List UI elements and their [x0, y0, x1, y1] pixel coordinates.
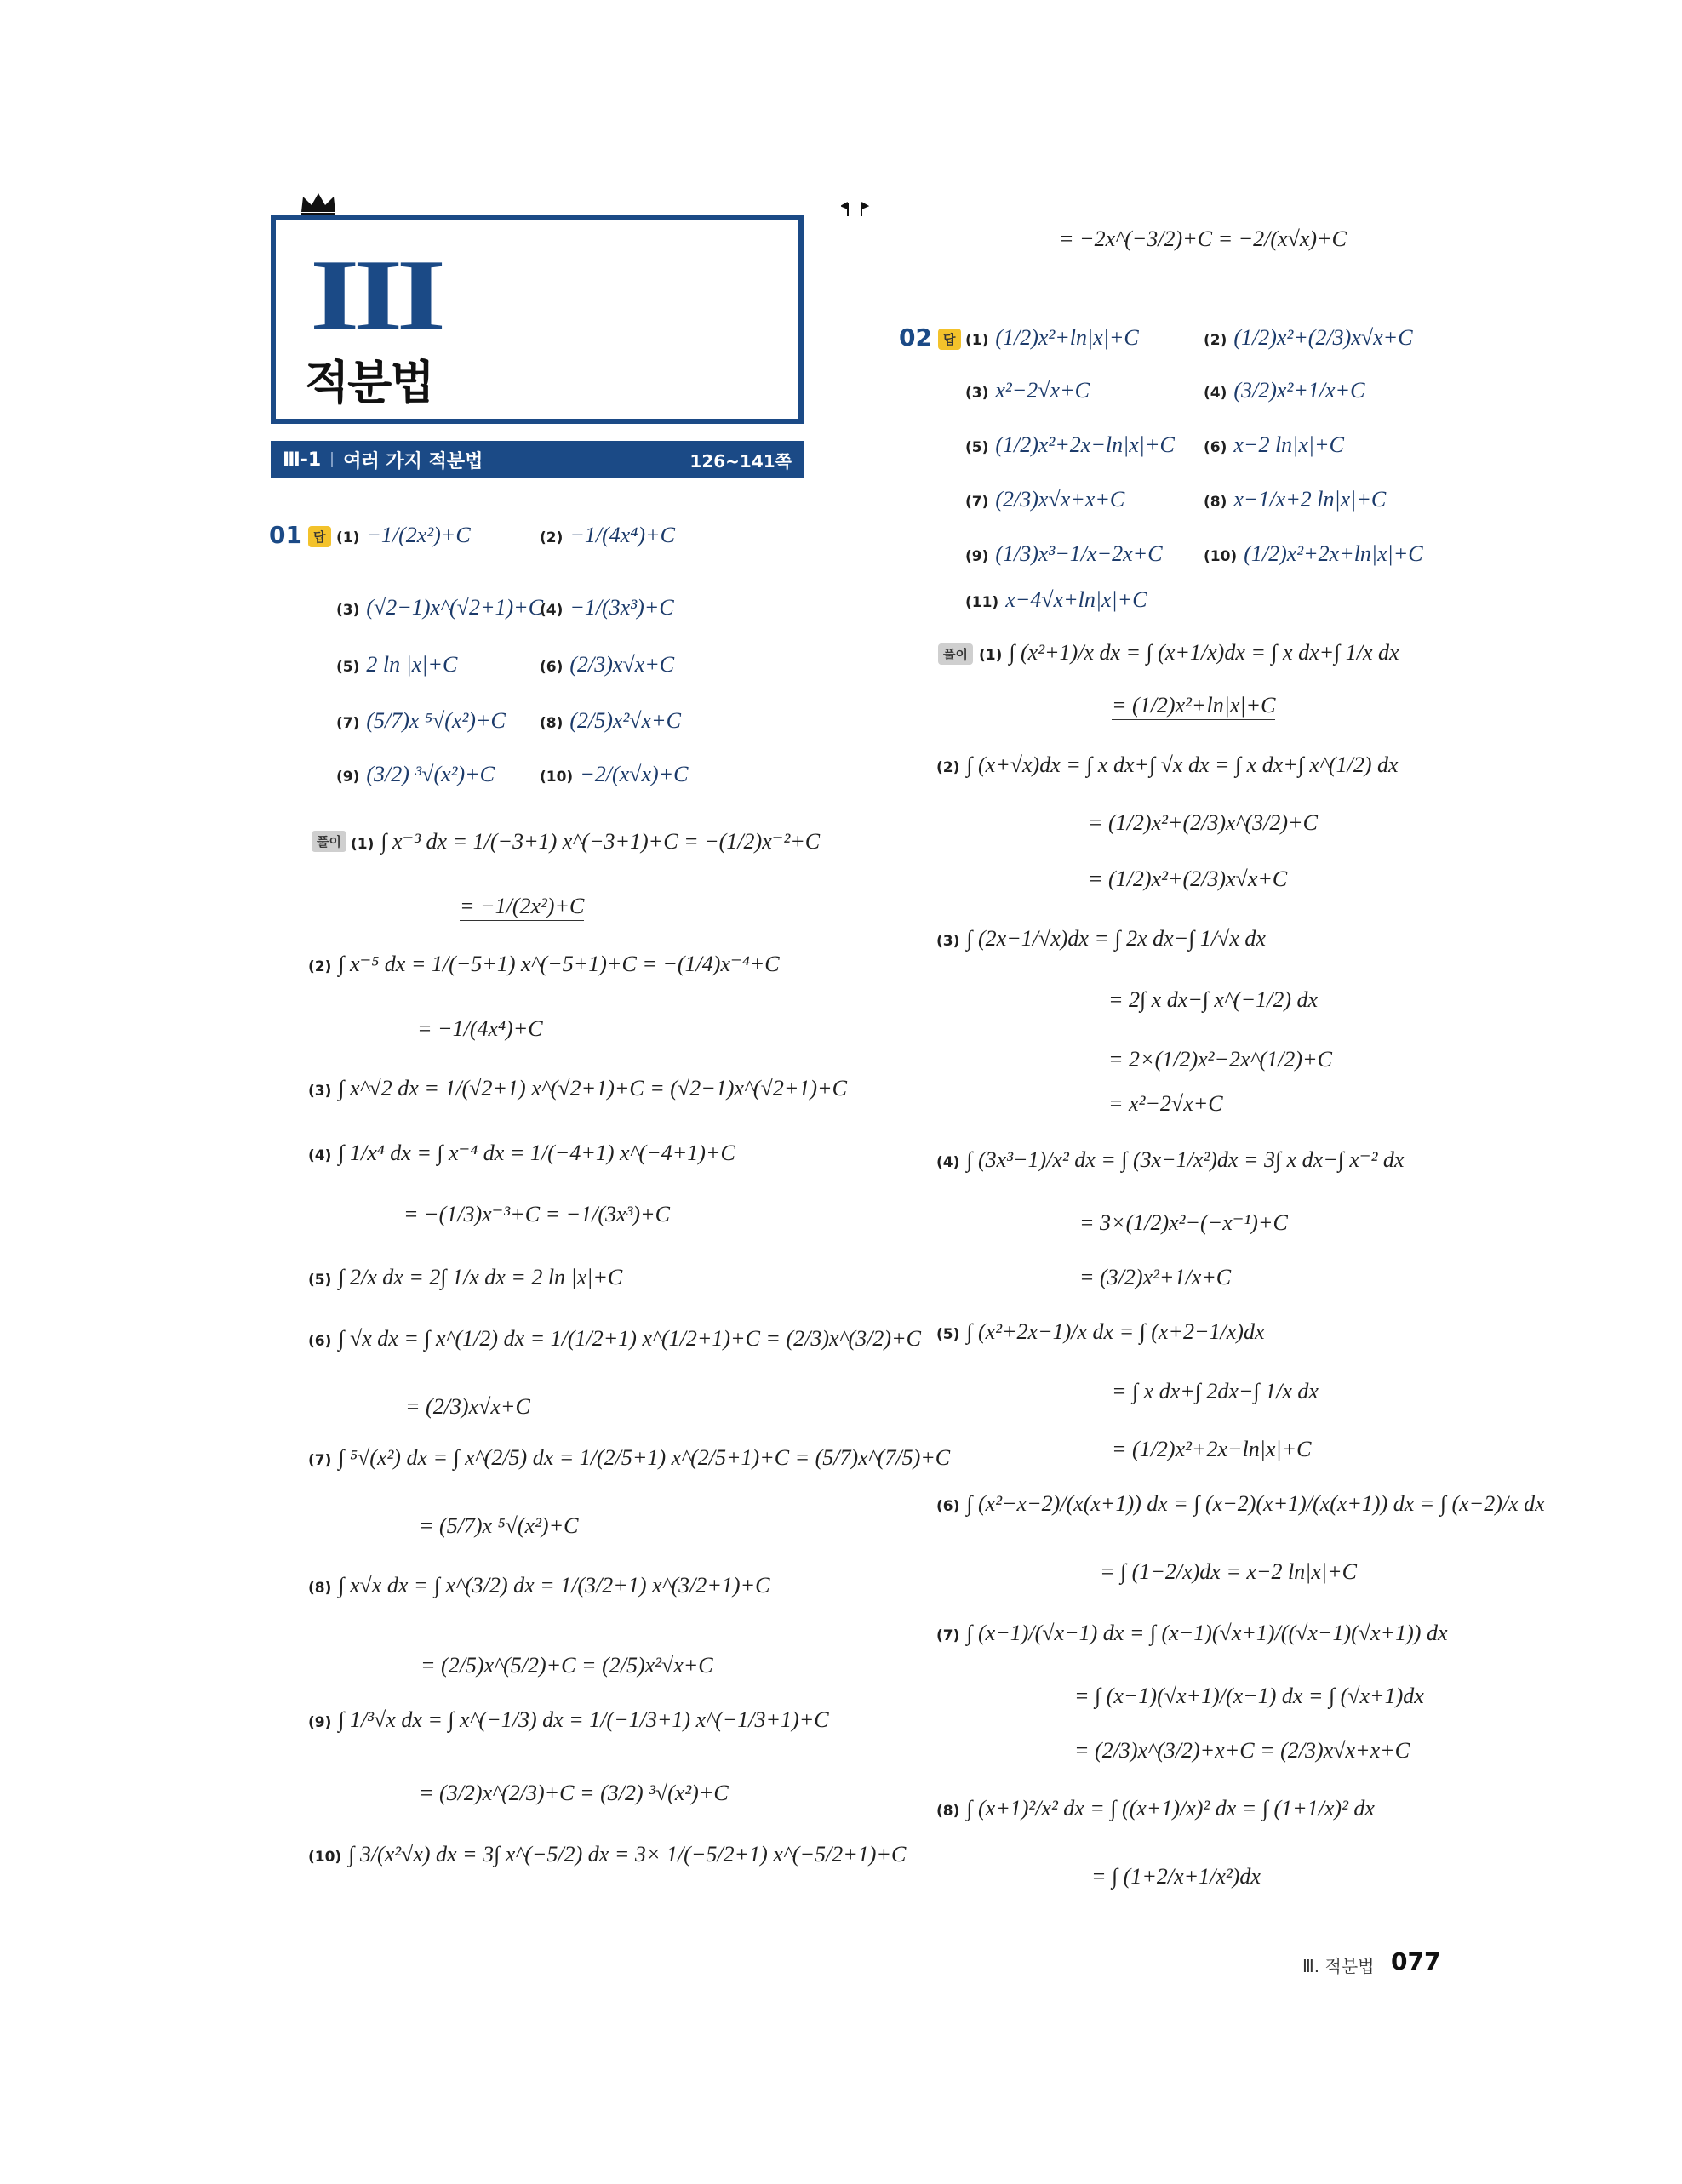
solution-line: (8) ∫ x√x dx = ∫ x^(3/2) dx = 1/(3/2+1) x^(3/2+1)+C — [308, 1573, 770, 1598]
solution-line: = −1/(2x²)+C — [460, 892, 584, 921]
solution-line: = (1/2)x²+2x−ln|x|+C — [1112, 1437, 1312, 1461]
solution-line: (7) ∫ ⁵√(x²) dx = ∫ x^(2/5) dx = 1/(2/5+1) x^(2/5+1)+C = (5/7)x^(7/5)+C — [308, 1445, 951, 1470]
answer-item: (11) x−4√x+ln|x|+C — [965, 587, 1147, 612]
answer-item: (6) (2/3)x√x+C — [540, 652, 675, 677]
solution-line: = (2/3)x√x+C — [405, 1394, 530, 1419]
section-pages: 126~141쪽 — [689, 450, 792, 472]
flags-icon — [841, 201, 870, 216]
problem-number: 02 — [899, 323, 932, 352]
solution-line: = (5/7)x ⁵√(x²)+C — [419, 1513, 579, 1538]
section-title: 여러 가지 적분법 — [343, 450, 483, 472]
solution-line: (5) ∫ (x²+2x−1)/x dx = ∫ (x+2−1/x)dx — [936, 1319, 1265, 1344]
section-separator — [331, 452, 333, 467]
answer-item: (2) (1/2)x²+(2/3)x√x+C — [1204, 325, 1413, 350]
chapter-numeral: III — [310, 238, 440, 352]
solution-line: = (3/2)x²+1/x+C — [1079, 1265, 1232, 1289]
section-code: Ⅲ-1 — [283, 449, 322, 471]
solution-line: = 3×(1/2)x²−(−x⁻¹)+C — [1079, 1210, 1288, 1235]
solution-line: = −(1/3)x⁻³+C = −1/(3x³)+C — [403, 1202, 670, 1226]
solution-line: (3) ∫ x^√2 dx = 1/(√2+1) x^(√2+1)+C = (√2−1)x^(√2+1)+C — [308, 1076, 847, 1101]
solution-line: = ∫ (1−2/x)dx = x−2 ln|x|+C — [1100, 1559, 1357, 1584]
answer-item: (3) (√2−1)x^(√2+1)+C — [336, 595, 544, 620]
chapter-title: 적분법 — [305, 356, 433, 409]
footer-section: Ⅲ. 적분법 — [1302, 1956, 1375, 1976]
solution-line: (9) ∫ 1/³√x dx = ∫ x^(−1/3) dx = 1/(−1/3+1) x^(−1/3+1)+C — [308, 1707, 829, 1732]
solution-line: (1) ∫ (x²+1)/x dx = ∫ (x+1/x)dx = ∫ x dx+∫ 1/x dx — [979, 640, 1399, 665]
answer-item: (5) (1/2)x²+2x−ln|x|+C — [965, 432, 1175, 457]
answer-item: (9) (1/3)x³−1/x−2x+C — [965, 541, 1163, 566]
answer-item: (7) (2/3)x√x+x+C — [965, 487, 1125, 512]
problem-number: 01 — [269, 521, 302, 549]
answer-item: (2) −1/(4x⁴)+C — [540, 523, 675, 547]
solution-line: (6) ∫ (x²−x−2)/(x(x+1)) dx = ∫ (x−2)(x+1)/(x(x+1)) dx = ∫ (x−2)/x dx — [936, 1491, 1545, 1516]
solution-line: (1) ∫ x⁻³ dx = 1/(−3+1) x^(−3+1)+C = −(1/2)x⁻²+C — [351, 829, 821, 854]
section-bar — [271, 441, 804, 478]
answer-item: (3) x²−2√x+C — [965, 378, 1090, 403]
answer-tag: 답 — [308, 526, 331, 547]
solution-line: = (1/2)x²+(2/3)x√x+C — [1088, 866, 1288, 891]
answer-item: (4) −1/(3x³)+C — [540, 595, 674, 620]
answer-item: (1) −1/(2x²)+C — [336, 523, 471, 547]
chapter-box — [271, 215, 804, 424]
solution-line: (4) ∫ 1/x⁴ dx = ∫ x⁻⁴ dx = 1/(−4+1) x^(−4+1)+C — [308, 1141, 735, 1165]
answer-item: (7) (5/7)x ⁵√(x²)+C — [336, 708, 506, 733]
answer-item: (8) (2/5)x²√x+C — [540, 708, 681, 733]
solution-line: = (1/2)x²+ln|x|+C — [1112, 691, 1275, 720]
solution-line: (5) ∫ 2/x dx = 2∫ 1/x dx = 2 ln |x|+C — [308, 1265, 623, 1289]
solution-line: = (1/2)x²+(2/3)x^(3/2)+C — [1088, 810, 1318, 835]
answer-tag: 답 — [938, 329, 961, 350]
solution-line: = (2/5)x^(5/2)+C = (2/5)x²√x+C — [420, 1653, 713, 1678]
answer-item: (10) −2/(x√x)+C — [540, 762, 689, 786]
solution-line: = ∫ (x−1)(√x+1)/(x−1) dx = ∫ (√x+1)dx — [1074, 1684, 1424, 1708]
solution-line: = −2x^(−3/2)+C = −2/(x√x)+C — [1059, 226, 1347, 251]
answer-item: (10) (1/2)x²+2x+ln|x|+C — [1204, 541, 1423, 566]
solution-line: = x²−2√x+C — [1108, 1091, 1223, 1116]
solution-line: (2) ∫ (x+√x)dx = ∫ x dx+∫ √x dx = ∫ x dx+∫ x^(1/2) dx — [936, 752, 1399, 777]
solution-line: (6) ∫ √x dx = ∫ x^(1/2) dx = 1/(1/2+1) x^(1/2+1)+C = (2/3)x^(3/2)+C — [308, 1326, 921, 1351]
answer-item: (6) x−2 ln|x|+C — [1204, 432, 1344, 457]
answer-item: (4) (3/2)x²+1/x+C — [1204, 378, 1365, 403]
crown-icon — [300, 192, 337, 217]
solution-line: = (3/2)x^(2/3)+C = (3/2) ³√(x²)+C — [419, 1781, 729, 1805]
solution-line: = −1/(4x⁴)+C — [417, 1016, 543, 1041]
solution-tag: 풀이 — [312, 831, 346, 852]
solution-line: (7) ∫ (x−1)/(√x−1) dx = ∫ (x−1)(√x+1)/((√x−1)(√x+1)) dx — [936, 1621, 1448, 1645]
solution-line: (3) ∫ (2x−1/√x)dx = ∫ 2x dx−∫ 1/√x dx — [936, 926, 1266, 951]
solution-line: (4) ∫ (3x³−1)/x² dx = ∫ (3x−1/x²)dx = 3∫ x dx−∫ x⁻² dx — [936, 1147, 1405, 1172]
solution-line: (8) ∫ (x+1)²/x² dx = ∫ ((x+1)/x)² dx = ∫ (1+1/x)² dx — [936, 1796, 1375, 1821]
solution-line: = (2/3)x^(3/2)+x+C = (2/3)x√x+x+C — [1074, 1738, 1410, 1763]
solution-tag: 풀이 — [938, 643, 973, 665]
answer-item: (9) (3/2) ³√(x²)+C — [336, 762, 495, 786]
solution-line: = ∫ (1+2/x+1/x²)dx — [1091, 1864, 1261, 1889]
solution-line: = 2×(1/2)x²−2x^(1/2)+C — [1108, 1047, 1332, 1072]
solution-line: = 2∫ x dx−∫ x^(−1/2) dx — [1108, 987, 1319, 1012]
solution-line: (10) ∫ 3/(x²√x) dx = 3∫ x^(−5/2) dx = 3× 1/(−5/2+1) x^(−5/2+1)+C — [308, 1842, 907, 1867]
answer-item: (1) (1/2)x²+ln|x|+C — [965, 325, 1139, 350]
solution-line: = ∫ x dx+∫ 2dx−∫ 1/x dx — [1112, 1379, 1319, 1404]
solution-line: (2) ∫ x⁻⁵ dx = 1/(−5+1) x^(−5+1)+C = −(1/4)x⁻⁴+C — [308, 952, 780, 976]
page-number: 077 — [1391, 1947, 1441, 1975]
answer-item: (5) 2 ln |x|+C — [336, 652, 458, 677]
answer-item: (8) x−1/x+2 ln|x|+C — [1204, 487, 1387, 512]
